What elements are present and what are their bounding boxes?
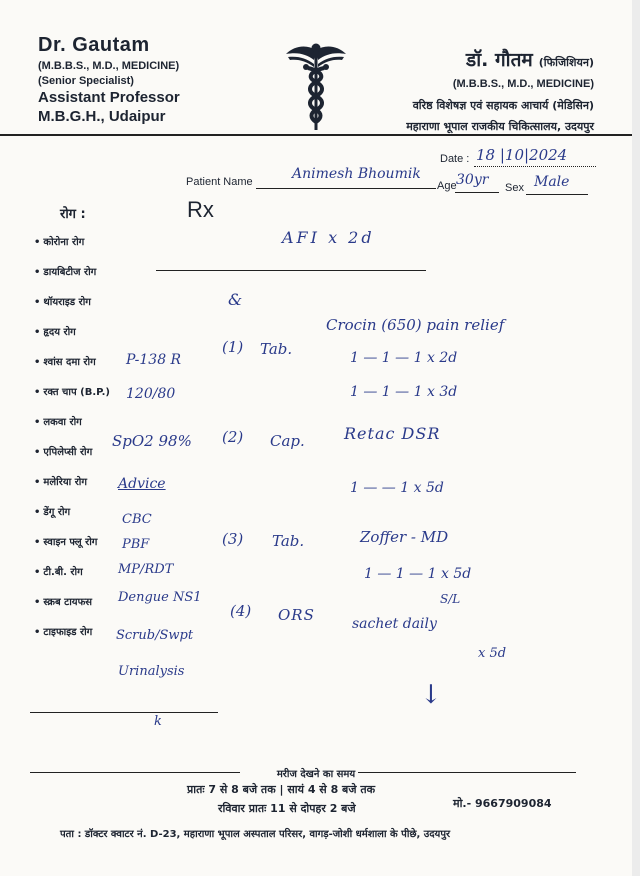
- sex-label: Sex: [505, 182, 524, 194]
- footer-address: पता : डॉक्टर क्वाटर नं. D-23, महाराणा भूपाल अस्पताल परिसर, वागड़-जोशी धर्मशाला के पीछे, उदयपुर: [60, 829, 451, 840]
- letterhead-hindi: [406, 46, 594, 134]
- caduceus-icon: [284, 40, 348, 134]
- drug-number: (1): [222, 338, 244, 356]
- doctor-degrees-hindi: (M.B.B.S., M.D., MEDICINE): [452, 78, 594, 90]
- doctor-specialty-hindi: (फिजिशियन): [538, 56, 594, 69]
- disease-item: • स्क्रब टायफस: [34, 594, 110, 624]
- disease-item: • रक्त चाप (B.P.): [34, 384, 110, 414]
- patient-name-label: Patient Name: [186, 176, 253, 188]
- doctor-title: Assistant Professor: [38, 89, 180, 106]
- advice-note: Advice: [118, 476, 166, 492]
- drug-form: Tab.: [260, 340, 293, 358]
- footer-timing-sunday: रविवार प्रातः 11 से दोपहर 2 बजे: [218, 802, 356, 815]
- header-divider: [0, 134, 632, 136]
- notes-divider: [30, 712, 218, 713]
- disease-item: • हृदय रोग: [34, 324, 110, 354]
- patient-name-value: Animesh Bhoumik: [292, 166, 421, 182]
- investigation-note: Urinalysis: [118, 664, 185, 679]
- rx-symbol: Rx: [187, 197, 214, 222]
- drug-number: (4): [230, 602, 252, 620]
- investigation-note: CBC: [122, 512, 152, 527]
- disease-item: • मलेरिया रोग: [34, 474, 110, 504]
- date-line: [474, 166, 596, 167]
- drug-dosage: 1 — 1 — 1 x 5d: [364, 566, 472, 582]
- notes-bottom-mark: k: [154, 714, 162, 729]
- doctor-degrees: (M.B.B.S., M.D., MEDICINE): [38, 60, 180, 72]
- letterhead-english: [38, 34, 180, 125]
- drug-number: (2): [222, 428, 244, 446]
- disease-item: • थॉयराइड रोग: [34, 294, 110, 324]
- disease-heading: रोग :: [60, 207, 86, 222]
- drug-name: sachet daily: [352, 616, 437, 632]
- date-value: 18 |10|2024: [476, 146, 568, 164]
- doctor-specialist: (Senior Specialist): [38, 75, 134, 87]
- spo2-note: SpO2 98%: [112, 432, 192, 450]
- rx-mark: &: [228, 290, 243, 309]
- disease-item: • स्वाइन फ्लू रोग: [34, 534, 110, 564]
- drug-name: Crocin (650) pain relief: [326, 316, 505, 334]
- drug-name: Retac DSR: [344, 424, 441, 443]
- disease-item: • टाइफाइड रोग: [34, 624, 110, 654]
- investigation-note: Dengue NS1: [118, 590, 202, 605]
- disease-item: • श्वांस दमा रोग: [34, 354, 110, 384]
- investigation-note: MP/RDT: [118, 562, 174, 577]
- investigation-note: Scrub/Swpt: [116, 628, 194, 643]
- end-arrow-icon: ↓: [420, 680, 442, 710]
- doctor-title-hindi: वरिष्ठ विशेषज्ञ एवं सहायक आचार्य (मेडिसिन): [412, 99, 594, 112]
- drug-form: ORS: [278, 606, 315, 624]
- drug-form: Cap.: [270, 432, 305, 450]
- investigation-note: PBF: [122, 537, 150, 552]
- footer-heading: मरीज देखने का समय: [276, 769, 356, 780]
- drug-dosage: x 5d: [478, 646, 507, 661]
- drug-note: S/L: [440, 592, 461, 606]
- disease-list: [34, 234, 110, 654]
- drug-dosage: 1 — 1 — 1 x 3d: [350, 384, 458, 400]
- disease-item: • कोरोना रोग: [34, 234, 110, 264]
- drug-number: (3): [222, 530, 244, 548]
- date-label: Date :: [440, 153, 470, 165]
- disease-item: • टी.बी. रोग: [34, 564, 110, 594]
- bp-note: 120/80: [126, 386, 176, 402]
- doctor-hospital: M.B.G.H., Udaipur: [38, 108, 166, 125]
- patient-name-line: [256, 188, 436, 189]
- disease-item: • लकवा रोग: [34, 414, 110, 444]
- footer-timing-weekday: प्रातः 7 से 8 बजे तक | सायं 4 से 8 बजे तक: [187, 783, 376, 796]
- doctor-hospital-hindi: महाराणा भूपाल राजकीय चिकित्सालय, उदयपुर: [406, 120, 594, 133]
- disease-item: • डेंगू रोग: [34, 504, 110, 534]
- drug-name: Zoffer - MD: [360, 528, 449, 546]
- disease-item: • डायबिटीज रोग: [34, 264, 110, 294]
- drug-dosage: 1 — — 1 x 5d: [350, 480, 444, 496]
- age-line: [455, 192, 499, 193]
- sex-value: Male: [534, 174, 570, 190]
- doctor-name: Dr. Gautam: [38, 34, 150, 56]
- doctor-name-hindi: डॉ. गौतम (फिजिशियन): [466, 49, 594, 71]
- age-label: Age: [437, 180, 457, 192]
- checklist-divider: [156, 270, 426, 271]
- pulse-note: P-138 R: [126, 352, 182, 368]
- disease-item: • एपिलेप्सी रोग: [34, 444, 110, 474]
- drug-dosage: 1 — 1 — 1 x 2d: [350, 350, 458, 366]
- diagnosis-note: AFI x 2d: [282, 228, 375, 247]
- footer-mobile: मो.- 9667909084: [453, 797, 552, 810]
- age-value: 30yr: [456, 172, 489, 188]
- drug-form: Tab.: [272, 532, 305, 550]
- sex-line: [526, 194, 588, 195]
